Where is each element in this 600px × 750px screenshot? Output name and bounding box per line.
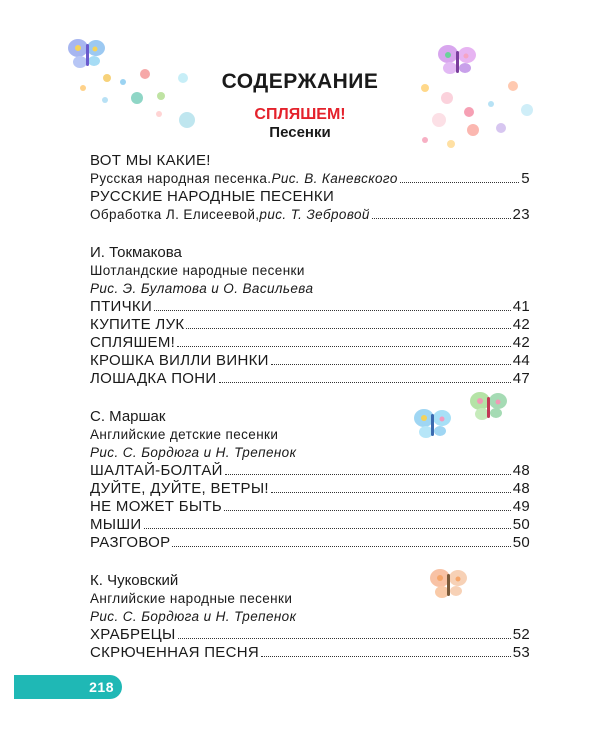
- toc-entry[interactable]: ШАЛТАЙ-БОЛТАЙ 48: [90, 462, 530, 479]
- toc-entry[interactable]: СПЛЯШЕМ! 42: [90, 334, 530, 351]
- page-number: 41: [512, 298, 530, 315]
- author-name: И. Токмакова: [90, 244, 182, 261]
- toc-group-chukovsky: [90, 571, 530, 662]
- page-number: 53: [512, 644, 530, 661]
- toc-entry[interactable]: ДУЙТЕ, ДУЙТЕ, ВЕТРЫ! 48: [90, 480, 530, 497]
- toc-entry-credit[interactable]: Обработка Л. Елисеевой, рис. Т. Зебровой 23: [90, 206, 530, 223]
- page-number: 5: [521, 170, 530, 187]
- dot-leader: [271, 352, 511, 365]
- page-number: 23: [512, 206, 530, 223]
- section-subtitle: Песенки: [269, 124, 331, 141]
- toc-entry-title[interactable]: РУССКИЕ НАРОДНЫЕ ПЕСЕНКИ: [90, 188, 335, 205]
- dot-leader: [144, 516, 511, 529]
- toc-group-marshak: [90, 407, 530, 552]
- page-number: 52: [512, 626, 530, 643]
- dot-leader: [154, 298, 511, 311]
- dot-leader: [271, 480, 511, 493]
- page-number: 47: [512, 370, 530, 387]
- author-name: К. Чуковский: [90, 572, 179, 589]
- toc-entry[interactable]: ЛОШАДКА ПОНИ 47: [90, 370, 530, 387]
- illustrator-credit: Рис. Э. Булатова и О. Васильева: [90, 281, 314, 296]
- page-title: СОДЕРЖАНИЕ: [221, 70, 379, 93]
- toc-entry[interactable]: НЕ МОЖЕТ БЫТЬ 49: [90, 498, 530, 515]
- dot-leader: [225, 462, 511, 475]
- toc-entry[interactable]: МЫШИ 50: [90, 516, 530, 533]
- toc-entry[interactable]: КРОШКА ВИЛЛИ ВИНКИ 44: [90, 352, 530, 369]
- dot-leader: [224, 498, 511, 511]
- toc-entry-title[interactable]: ВОТ МЫ КАКИЕ!: [90, 152, 211, 169]
- page-number: 44: [512, 352, 530, 369]
- dot-leader: [177, 334, 511, 347]
- butterfly-icon: [66, 36, 110, 74]
- dot-leader: [400, 170, 520, 183]
- group-subtitle: Английские детские песенки: [90, 427, 279, 442]
- page-number-badge: 218: [14, 675, 122, 699]
- dot-leader: [372, 206, 511, 219]
- dot-leader: [172, 534, 510, 547]
- dot-leader: [261, 644, 511, 657]
- dot-leader: [219, 370, 511, 383]
- page-number: 50: [512, 516, 530, 533]
- toc-group: [90, 152, 530, 224]
- toc-entry-credit[interactable]: Русская народная песенка. Рис. В. Каневского 5: [90, 170, 530, 187]
- page-number: 48: [512, 462, 530, 479]
- section-title: СПЛЯШЕМ!: [254, 106, 346, 123]
- table-of-contents: [90, 152, 530, 662]
- toc-entry[interactable]: КУПИТЕ ЛУК 42: [90, 316, 530, 333]
- dot-leader: [186, 316, 510, 329]
- page-number: 48: [512, 480, 530, 497]
- dot-leader: [178, 626, 511, 639]
- toc-group-tokmakova: [90, 243, 530, 388]
- group-subtitle: Английские народные песенки: [90, 591, 293, 606]
- illustrator-credit: Рис. С. Бордюга и Н. Трепенок: [90, 445, 297, 460]
- toc-entry[interactable]: РАЗГОВОР 50: [90, 534, 530, 551]
- page-number: 49: [512, 498, 530, 515]
- group-subtitle: Шотландские народные песенки: [90, 263, 305, 278]
- toc-entry[interactable]: СКРЮЧЕННАЯ ПЕСНЯ 53: [90, 644, 530, 661]
- page-number: 50: [512, 534, 530, 551]
- author-name: С. Маршак: [90, 408, 166, 425]
- page-number: 42: [512, 334, 530, 351]
- toc-entry[interactable]: ПТИЧКИ 41: [90, 298, 530, 315]
- page-number: 42: [512, 316, 530, 333]
- illustrator-credit: Рис. С. Бордюга и Н. Трепенок: [90, 609, 297, 624]
- toc-entry[interactable]: ХРАБРЕЦЫ 52: [90, 626, 530, 643]
